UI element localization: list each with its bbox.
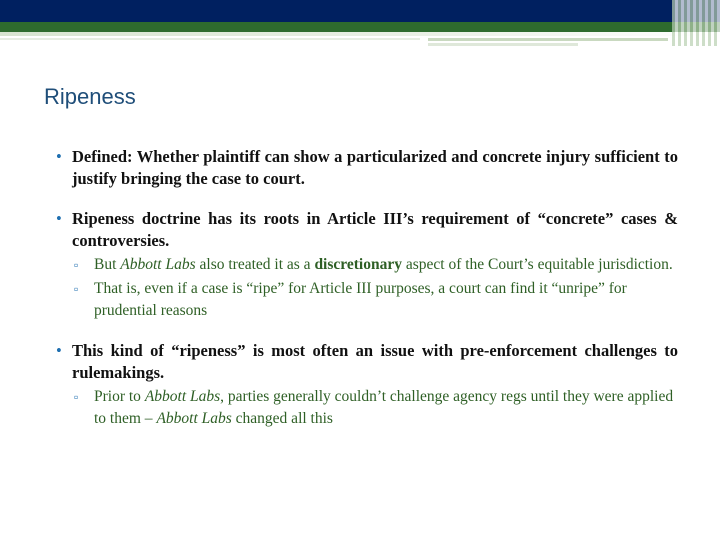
sub-bullet-text: also treated it as a — [195, 256, 315, 273]
bullet-dot-icon: • — [56, 147, 62, 166]
bullet-text: This kind of “ripeness” is most often an issue with pre-enforcement challenges to rulemakings. — [72, 341, 678, 382]
sub-bullet-text: changed all this — [231, 410, 333, 427]
bullet-dot-icon: • — [56, 341, 62, 360]
sub-bullet-item — [74, 386, 678, 430]
header-corner-stripes — [672, 0, 720, 46]
header-stripe — [0, 38, 420, 40]
header-stripe — [428, 38, 668, 41]
case-name: Abbott Labs — [120, 256, 196, 273]
sub-bullet-text: That is, even if a case is “ripe” for Article III purposes, a court can find it “unripe” for prudential reasons — [94, 280, 627, 319]
bullet-item — [56, 208, 678, 252]
bullet-item — [56, 340, 678, 384]
sub-bullet-icon: ▫ — [74, 258, 79, 272]
bullet-text: Ripeness doctrine has its roots in Article III’s requirement of “concrete” cases & controversies. — [72, 209, 678, 250]
sub-bullet-text: , parties generally couldn’t challenge agency regs until they were applied to them – — [94, 388, 674, 427]
bullet-text: Defined: Whether plaintiff can show a particularized and concrete injury sufficient to justify bringing the case to court. — [72, 147, 678, 188]
slide-title: Ripeness — [44, 84, 136, 109]
header-decoration — [0, 0, 720, 46]
bullet-dot-icon: • — [56, 209, 62, 228]
case-name: Abbott Labs — [156, 410, 232, 427]
header-navy-band — [0, 0, 720, 22]
sub-bullet-icon: ▫ — [74, 282, 79, 296]
emphasis-text: discretionary — [314, 256, 402, 273]
bullet-group — [56, 146, 678, 190]
case-name: Abbott Labs — [144, 388, 221, 405]
header-green-band — [0, 22, 720, 32]
header-stripe — [428, 43, 578, 46]
sub-bullet-text: Prior to — [94, 388, 145, 405]
sub-bullet-item — [74, 254, 678, 276]
bullet-group — [56, 340, 678, 430]
sub-bullet-text: But — [94, 256, 121, 273]
header-light-band — [0, 32, 720, 36]
bullet-item — [56, 146, 678, 190]
sub-bullet-item — [74, 278, 678, 322]
sub-bullet-text: aspect of the Court’s equitable jurisdiction. — [401, 256, 673, 273]
slide-body — [56, 146, 678, 442]
bullet-group — [56, 208, 678, 322]
sub-bullet-icon: ▫ — [74, 390, 79, 404]
